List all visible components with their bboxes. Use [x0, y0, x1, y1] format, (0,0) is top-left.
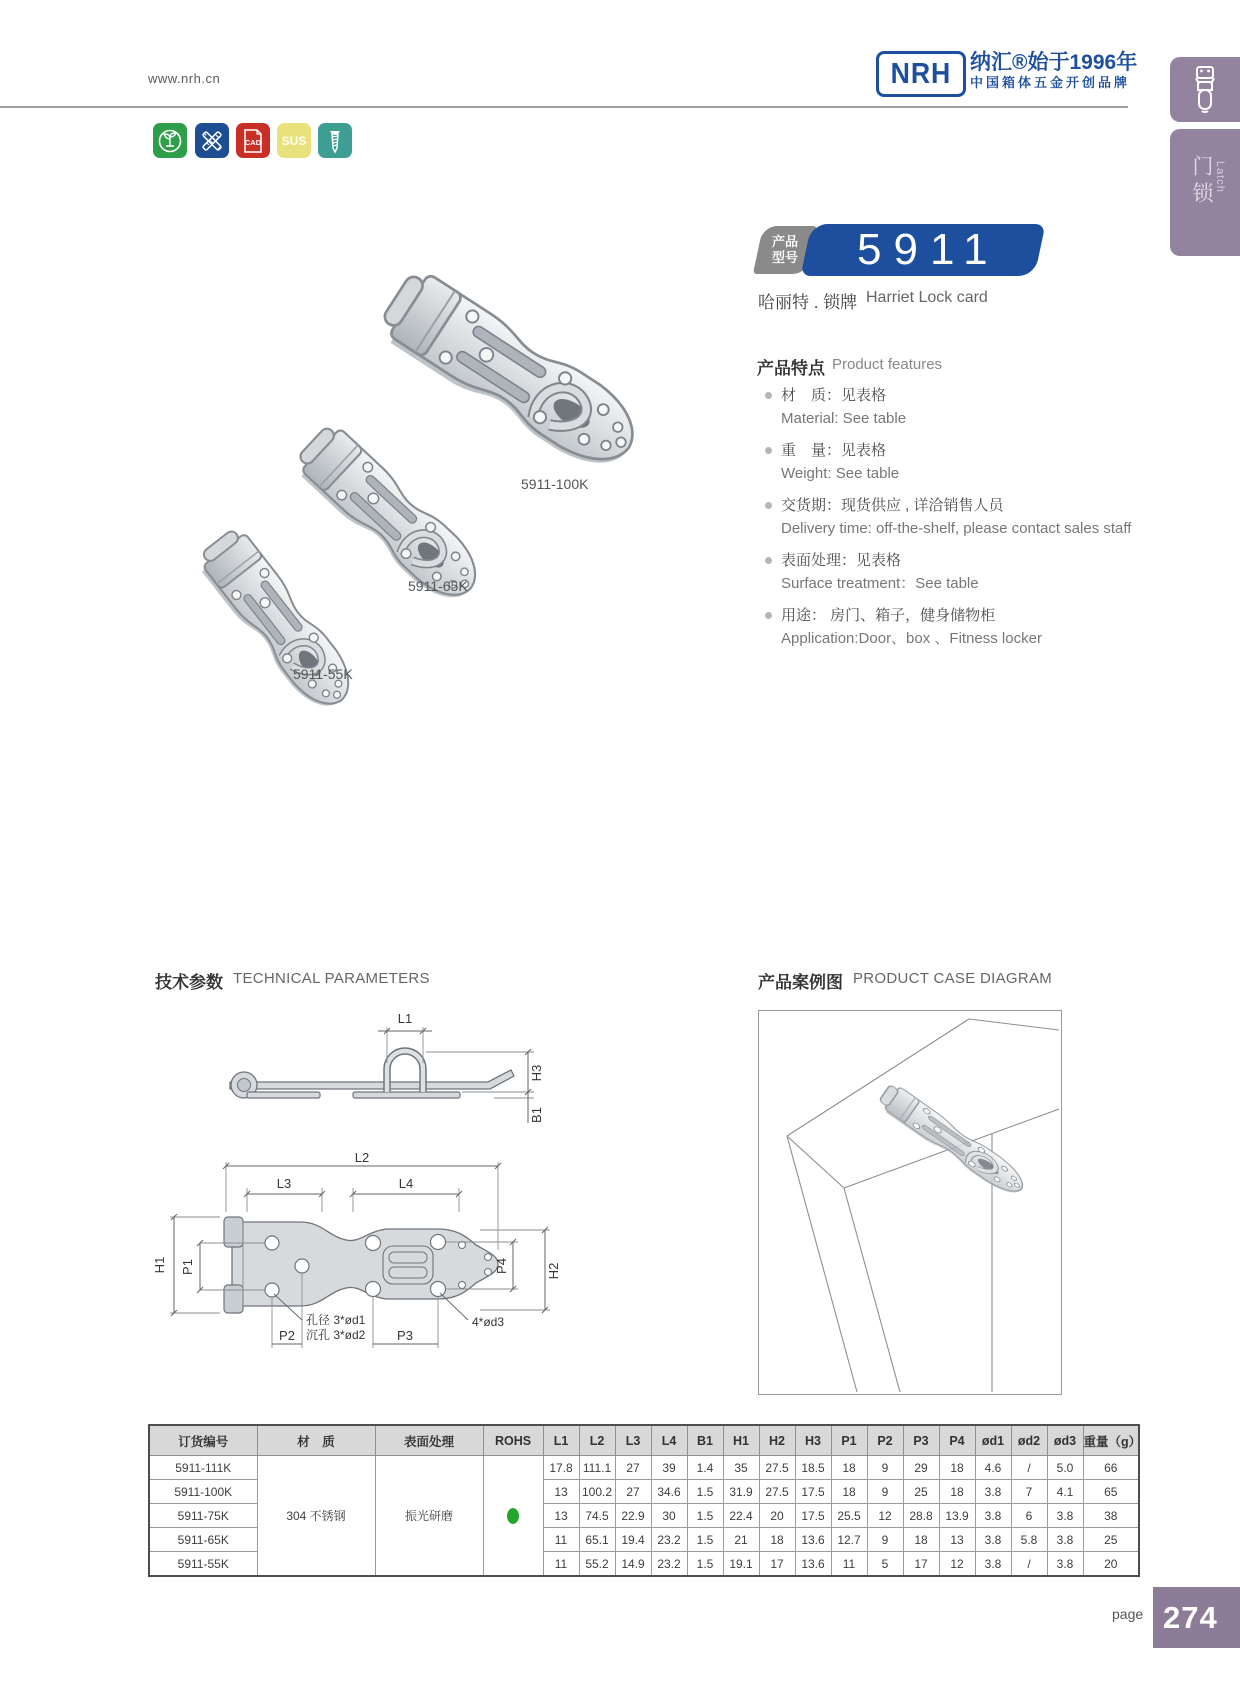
svg-text:P2: P2 [279, 1328, 295, 1343]
column-header: L4 [651, 1425, 687, 1456]
brand-tagline-2: 中国箱体五金开创品牌 [970, 75, 1131, 90]
feature-item [765, 384, 1185, 430]
eco-icon [157, 128, 183, 154]
column-header: ød3 [1047, 1425, 1083, 1456]
value-cell: 4.1 [1047, 1480, 1083, 1504]
product-name-cn: 哈丽特 . 锁牌 [758, 293, 858, 312]
value-cell: 12 [939, 1552, 975, 1577]
value-cell: 5.8 [1011, 1528, 1047, 1552]
value-cell: 18 [831, 1480, 867, 1504]
case-diagram-frame [758, 1010, 1062, 1395]
product-name-en: Harriet Lock card [866, 289, 988, 306]
latch-icon [1190, 65, 1220, 115]
feature-en: Material: See table [781, 410, 907, 427]
value-cell: 18 [831, 1456, 867, 1480]
order-number-cell: 5911-65K [149, 1528, 257, 1552]
model-badge-line1: 产品 [771, 234, 798, 249]
value-cell: 7 [1011, 1480, 1047, 1504]
value-cell: 39 [651, 1456, 687, 1480]
spec-table [148, 1424, 1140, 1577]
tools-icon [199, 128, 225, 154]
column-header: P2 [867, 1425, 903, 1456]
svg-text:L3: L3 [276, 1176, 292, 1191]
page-label: page [1112, 1606, 1144, 1622]
case-title-en: PRODUCT CASE DIAGRAM [853, 970, 1053, 987]
feature-cn: 材 质：见表格 [781, 387, 887, 404]
feature-item [765, 439, 1185, 485]
value-cell: 14.9 [615, 1552, 651, 1577]
value-cell: 9 [867, 1480, 903, 1504]
side-view-drawing [160, 985, 560, 1135]
value-cell: 20 [759, 1504, 795, 1528]
value-cell: 11 [831, 1552, 867, 1577]
nrh-logo [876, 51, 966, 97]
column-header: H1 [723, 1425, 759, 1456]
rohs-cell [483, 1456, 543, 1577]
column-header: H2 [759, 1425, 795, 1456]
svg-text:CAD: CAD [244, 137, 262, 147]
feature-cn: 重 量：见表格 [781, 442, 887, 459]
features-title-cn: 产品特点 [757, 359, 825, 378]
surface-cell: 振光研磨 [375, 1456, 483, 1577]
value-cell: 27.5 [759, 1456, 795, 1480]
value-cell: 25 [903, 1480, 939, 1504]
value-cell: 17 [903, 1552, 939, 1577]
svg-text:P4: P4 [494, 1258, 509, 1274]
tools-badge [195, 123, 229, 158]
value-cell: 27 [615, 1456, 651, 1480]
column-header: B1 [687, 1425, 723, 1456]
value-cell: 12.7 [831, 1528, 867, 1552]
column-header: 表面处理 [375, 1425, 483, 1456]
case-hasp [876, 1082, 1030, 1202]
screw-icon [322, 128, 348, 154]
column-header: ød1 [975, 1425, 1011, 1456]
feature-cn: 表面处理：见表格 [781, 552, 902, 569]
value-cell: 1.5 [687, 1528, 723, 1552]
feature-cn: 交货期：现货供应 , 详洽销售人员 [781, 497, 1004, 514]
value-cell: / [1011, 1552, 1047, 1577]
svg-text:H1: H1 [152, 1256, 167, 1274]
hasp-photo-55k [193, 525, 363, 719]
product-photos [140, 230, 700, 720]
hasp-photo-100k [373, 266, 649, 483]
bullet-dot [765, 612, 772, 619]
value-cell: 11 [543, 1552, 579, 1577]
column-header: ROHS [483, 1425, 543, 1456]
svg-text:孔径 3*ød1: 孔径 3*ød1 [306, 1313, 366, 1327]
value-cell: 17 [759, 1552, 795, 1577]
feature-item [765, 604, 1185, 650]
order-number-cell: 5911-75K [149, 1504, 257, 1528]
value-cell: 23.2 [651, 1528, 687, 1552]
table-row [149, 1456, 1139, 1480]
value-cell: 12 [867, 1504, 903, 1528]
page-number: 274 [1163, 1599, 1218, 1635]
svg-text:4*ød3: 4*ød3 [472, 1315, 505, 1329]
value-cell: 3.8 [1047, 1552, 1083, 1577]
value-cell: 27 [615, 1480, 651, 1504]
svg-text:L2: L2 [354, 1150, 370, 1165]
value-cell: 65 [1083, 1480, 1139, 1504]
value-cell: 1.5 [687, 1504, 723, 1528]
value-cell: 18 [939, 1456, 975, 1480]
model-number-badge [800, 224, 1045, 276]
svg-text:P3: P3 [397, 1328, 413, 1343]
case-diagram-drawing [759, 1011, 1059, 1392]
nrh-logo-text: NRH [890, 57, 952, 90]
value-cell: 1.5 [687, 1480, 723, 1504]
value-cell: 18.5 [795, 1456, 831, 1480]
value-cell: 13 [543, 1480, 579, 1504]
value-cell: 9 [867, 1528, 903, 1552]
svg-text:L1: L1 [397, 1011, 413, 1026]
value-cell: 3.8 [975, 1504, 1011, 1528]
value-cell: 13 [939, 1528, 975, 1552]
value-cell: 25 [1083, 1528, 1139, 1552]
value-cell: 55.2 [579, 1552, 615, 1577]
value-cell: 35 [723, 1456, 759, 1480]
column-header: P1 [831, 1425, 867, 1456]
value-cell: 65.1 [579, 1528, 615, 1552]
value-cell: 17.8 [543, 1456, 579, 1480]
value-cell: 13.6 [795, 1528, 831, 1552]
column-header: 重量（g） [1083, 1425, 1139, 1456]
cad-file-icon [240, 128, 266, 154]
tech-title-cn: 技术参数 [155, 973, 223, 992]
sidebar-latch-tab [1170, 57, 1240, 122]
value-cell: 30 [651, 1504, 687, 1528]
category-label-en: Latch [1214, 161, 1226, 193]
value-cell: 17.5 [795, 1480, 831, 1504]
sus-badge [277, 123, 311, 158]
column-header: 订货编号 [149, 1425, 257, 1456]
sidebar-category-tab [1170, 129, 1240, 256]
photo-label-65k: 5911-65K [408, 578, 468, 594]
column-header: 材 质 [257, 1425, 375, 1456]
value-cell: 6 [1011, 1504, 1047, 1528]
value-cell: 11 [543, 1528, 579, 1552]
column-header: P4 [939, 1425, 975, 1456]
value-cell: 9 [867, 1456, 903, 1480]
value-cell: 38 [1083, 1504, 1139, 1528]
value-cell: 5 [867, 1552, 903, 1577]
site-url: www.nrh.cn [148, 71, 221, 86]
value-cell: 13 [543, 1504, 579, 1528]
case-title-cn: 产品案例图 [758, 973, 843, 992]
feature-en: Surface treatment：See table [781, 575, 979, 592]
value-cell: 3.8 [975, 1480, 1011, 1504]
value-cell: 18 [759, 1528, 795, 1552]
value-cell: 22.9 [615, 1504, 651, 1528]
column-header: H3 [795, 1425, 831, 1456]
svg-text:沉孔 3*ød2: 沉孔 3*ød2 [306, 1328, 366, 1342]
value-cell: 3.8 [1047, 1504, 1083, 1528]
feature-en: Weight: See table [781, 465, 900, 482]
value-cell: 3.8 [975, 1528, 1011, 1552]
eco-badge [153, 123, 187, 158]
rohs-dot [507, 1508, 519, 1524]
order-number-cell: 5911-111K [149, 1456, 257, 1480]
value-cell: 17.5 [795, 1504, 831, 1528]
svg-text:L4: L4 [398, 1176, 414, 1191]
svg-text:P1: P1 [180, 1259, 195, 1275]
feature-item [765, 549, 1185, 595]
tech-title-en: TECHNICAL PARAMETERS [233, 970, 430, 987]
feature-cn: 用途： 房门、箱子，健身储物柜 [781, 607, 996, 624]
feature-en: Application:Door、box 、Fitness locker [781, 630, 1042, 647]
value-cell: 3.8 [975, 1552, 1011, 1577]
value-cell: 22.4 [723, 1504, 759, 1528]
screw-badge [318, 123, 352, 158]
value-cell: 18 [939, 1480, 975, 1504]
page-number-box [1153, 1587, 1240, 1648]
value-cell: 31.9 [723, 1480, 759, 1504]
sus-label: SUS [281, 133, 307, 148]
column-header: L1 [543, 1425, 579, 1456]
value-cell: 19.4 [615, 1528, 651, 1552]
order-number-cell: 5911-55K [149, 1552, 257, 1577]
value-cell: 100.2 [579, 1480, 615, 1504]
photo-label-55k: 5911-55K [293, 666, 353, 682]
value-cell: 4.6 [975, 1456, 1011, 1480]
model-number: 5911 [856, 225, 1000, 274]
header-divider [0, 106, 1128, 108]
bullet-dot [765, 447, 772, 454]
svg-text:H3: H3 [529, 1064, 544, 1082]
cad-badge [236, 123, 270, 158]
bullet-dot [765, 557, 772, 564]
feature-en: Delivery time: off-the-shelf, please contact sales staff [781, 520, 1132, 537]
svg-text:H2: H2 [546, 1262, 561, 1280]
column-header: L3 [615, 1425, 651, 1456]
value-cell: 20 [1083, 1552, 1139, 1577]
photo-label-100k: 5911-100K [521, 476, 589, 492]
value-cell: 66 [1083, 1456, 1139, 1480]
value-cell: 34.6 [651, 1480, 687, 1504]
category-label-cn: 门锁 [1190, 155, 1213, 209]
value-cell: 27.5 [759, 1480, 795, 1504]
material-cell: 304 不锈钢 [257, 1456, 375, 1577]
bullet-dot [765, 502, 772, 509]
features-title-en: Product features [832, 356, 943, 373]
value-cell: 74.5 [579, 1504, 615, 1528]
value-cell: 3.8 [1047, 1528, 1083, 1552]
value-cell: 18 [903, 1528, 939, 1552]
value-cell: 29 [903, 1456, 939, 1480]
value-cell: 21 [723, 1528, 759, 1552]
column-header: L2 [579, 1425, 615, 1456]
value-cell: 25.5 [831, 1504, 867, 1528]
value-cell: 111.1 [579, 1456, 615, 1480]
model-badge-line2: 型号 [771, 250, 798, 265]
column-header: ød2 [1011, 1425, 1047, 1456]
column-header: P3 [903, 1425, 939, 1456]
order-number-cell: 5911-100K [149, 1480, 257, 1504]
feature-item [765, 494, 1185, 540]
top-view-drawing [150, 1150, 590, 1360]
bullet-dot [765, 392, 772, 399]
value-cell: 19.1 [723, 1552, 759, 1577]
value-cell: 28.8 [903, 1504, 939, 1528]
value-cell: 1.4 [687, 1456, 723, 1480]
features-list [765, 384, 1185, 659]
value-cell: 13.9 [939, 1504, 975, 1528]
brand-tagline-1: 纳汇®始于1996年 [970, 51, 1138, 74]
svg-text:B1: B1 [529, 1107, 544, 1123]
value-cell: 5.0 [1047, 1456, 1083, 1480]
value-cell: / [1011, 1456, 1047, 1480]
value-cell: 1.5 [687, 1552, 723, 1577]
value-cell: 23.2 [651, 1552, 687, 1577]
value-cell: 13.6 [795, 1552, 831, 1577]
